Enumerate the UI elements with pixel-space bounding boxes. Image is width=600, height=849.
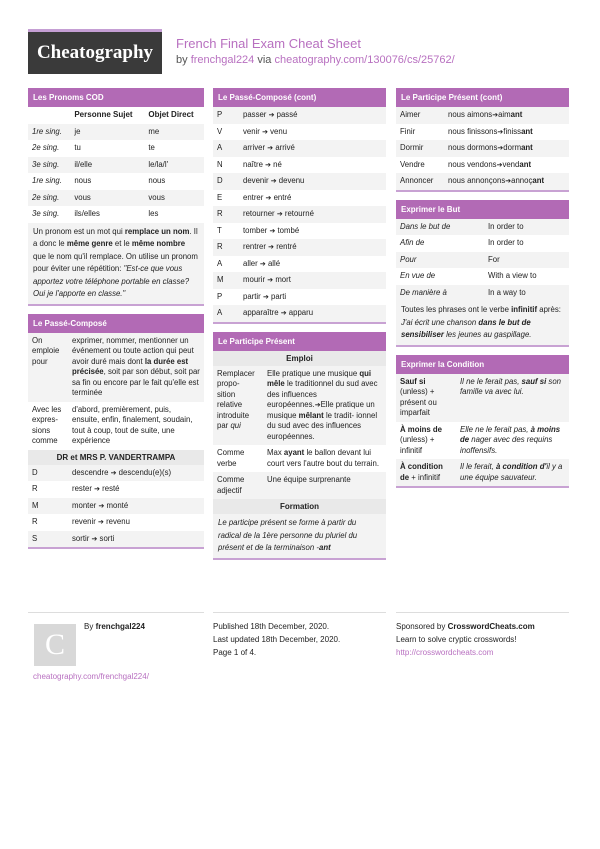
cell: Comme adjectif xyxy=(213,472,263,499)
cell: te xyxy=(148,143,155,153)
cell: P xyxy=(213,107,239,124)
arrow-right-icon: ➔ xyxy=(276,211,283,219)
arrow-right-icon: ➔ xyxy=(268,112,275,119)
cell: R xyxy=(213,239,239,256)
cell: À condition de + infinitif xyxy=(396,459,456,486)
arrow-right-icon: ➔ xyxy=(268,244,275,252)
col-header: Personne Sujet xyxy=(74,110,133,119)
table-row xyxy=(396,285,569,302)
column-1 xyxy=(28,88,204,557)
sponsor-link[interactable]: http://crosswordcheats.com xyxy=(396,647,494,657)
page-number: Page 1 of 4. xyxy=(213,647,257,657)
cell: retourner ➔ retourné xyxy=(239,206,386,223)
arrow-right-icon: ➔ xyxy=(314,402,321,410)
table-row xyxy=(396,422,569,460)
by-label: by xyxy=(176,54,188,66)
cell: In order to xyxy=(488,238,524,248)
cell: In a way to xyxy=(484,285,569,302)
by-label: By xyxy=(84,622,94,631)
arrow-right-icon: ➔ xyxy=(110,469,117,477)
arrow-right-icon: ➔ xyxy=(497,128,504,136)
table-row xyxy=(396,374,569,422)
cell: rentrer ➔ rentré xyxy=(239,239,386,256)
cell: Afin de xyxy=(400,238,425,248)
cell: T xyxy=(217,225,222,235)
cell: 2e sing. xyxy=(32,143,60,153)
divider xyxy=(28,304,204,306)
table-row: R revenir ➔ revenu xyxy=(32,517,130,527)
divider xyxy=(213,322,386,324)
cell: le/la/l' xyxy=(144,157,204,174)
cell: aller ➔ allé xyxy=(243,258,281,268)
cell: Il le ferait, à condition d'il y a une équipe sauvateur. xyxy=(456,459,569,486)
cell: entrer ➔ entré xyxy=(243,192,292,202)
arrow-right-icon: ➔ xyxy=(267,277,274,285)
table-row xyxy=(396,157,569,174)
table-row xyxy=(28,173,204,190)
table-row xyxy=(28,206,204,223)
table-row xyxy=(396,268,569,285)
cell: Une équipe surprenante xyxy=(263,472,386,499)
cell: R xyxy=(213,206,239,223)
cell: With a view to xyxy=(488,271,537,281)
column-3 xyxy=(396,88,569,496)
table-row xyxy=(213,140,386,157)
cell: On emploie pour xyxy=(28,333,68,402)
cell: vous xyxy=(144,190,204,207)
footer-author xyxy=(28,612,204,634)
emploi-table xyxy=(213,366,386,500)
table-row xyxy=(396,219,569,236)
participe-present-box xyxy=(213,332,386,560)
cell: Vendre xyxy=(400,159,425,169)
table-row: D descendre ➔ descendu(e)(s) xyxy=(28,465,204,482)
arrow-right-icon: ➔ xyxy=(496,161,503,169)
divider xyxy=(396,345,569,347)
box-title: Le Passé-Composé (cont) xyxy=(213,88,386,107)
cell: passer ➔ passé xyxy=(239,107,386,124)
table-row xyxy=(396,124,569,141)
table-row: S sortir ➔ sorti xyxy=(28,531,204,548)
cell: Dormir xyxy=(396,140,444,157)
table-row xyxy=(28,333,204,402)
cell: N xyxy=(217,159,223,169)
cell: partir ➔ parti xyxy=(243,291,287,301)
arrow-right-icon: ➔ xyxy=(259,260,266,268)
cell: 1re sing. xyxy=(32,176,62,186)
cell: En vue de xyxy=(400,271,436,281)
arrow-right-icon: ➔ xyxy=(262,293,269,301)
cell: vous xyxy=(70,190,144,207)
box-title: Exprimer la Condition xyxy=(396,355,569,374)
cell: 3e sing. xyxy=(28,157,70,174)
cheatography-logo[interactable]: Cheatography xyxy=(28,29,162,74)
cell: A xyxy=(213,305,239,322)
cell: Elle ne le ferait pas, à moins de nager avec des requins inoffensifs. xyxy=(460,424,561,455)
sheet-url-link[interactable]: cheatography.com/130076/cs/25762/ xyxy=(274,54,455,66)
cell: tu xyxy=(74,143,81,153)
cell: mourir ➔ mort xyxy=(239,272,386,289)
published-date: Published 18th December, 2020. xyxy=(213,622,330,631)
footer-dates xyxy=(213,612,386,659)
cell: De manière à xyxy=(396,285,484,302)
table-row xyxy=(213,445,386,472)
cell: V xyxy=(217,126,223,136)
cell: il/elle xyxy=(70,157,144,174)
cell: Finir xyxy=(400,126,416,136)
participe-table xyxy=(396,107,569,190)
arrow-right-icon: ➔ xyxy=(497,145,504,153)
byline xyxy=(176,54,455,66)
sponsor-name[interactable]: CrosswordCheats.com xyxy=(447,622,535,631)
table-row xyxy=(396,173,569,190)
cell: nous vendons➔vendant xyxy=(448,159,532,169)
via-label: via xyxy=(257,54,272,66)
cell: nous annonçons➔annoçant xyxy=(444,173,569,190)
table-row xyxy=(213,289,386,306)
cell: 2e sing. xyxy=(28,190,70,207)
table-row xyxy=(213,190,386,207)
divider xyxy=(396,486,569,488)
col-header: Objet Direct xyxy=(148,110,194,119)
table-row xyxy=(213,124,386,141)
but-table xyxy=(396,219,569,302)
table-row xyxy=(213,173,386,190)
cell: nous dormons➔dormant xyxy=(444,140,569,157)
section-heading: Formation xyxy=(213,499,386,514)
column-2 xyxy=(213,88,386,568)
cell: Remplacer propo- sition relative introduite par qui xyxy=(213,366,263,446)
cell: Comme verbe xyxy=(217,448,245,468)
cell: devenir ➔ devenu xyxy=(239,173,386,190)
table-row xyxy=(396,140,569,157)
box-title: Exprimer le But xyxy=(396,200,569,219)
cell: les xyxy=(148,209,159,219)
table-row xyxy=(396,107,569,124)
cell: À moins de (unless) + infinitif xyxy=(400,424,443,455)
page-title: French Final Exam Cheat Sheet xyxy=(176,36,361,51)
cell: naître ➔ né xyxy=(243,159,282,169)
table-row xyxy=(28,402,204,450)
table-row: M monter ➔ monté xyxy=(28,498,204,515)
formation-note: Le participe présent se forme à partir du radical de la 1ère personne du pluriel du présent et de la terminaison -ant xyxy=(213,514,386,557)
cell: d'abord, premièrement, puis, ensuite, enfin, finalement, soudain, tout à coup, tout de suite, une expérience xyxy=(72,404,193,446)
table-row xyxy=(28,140,204,157)
cell: E xyxy=(217,192,223,202)
box-title: Les Pronoms COD xyxy=(28,88,204,107)
table-row xyxy=(396,235,569,252)
cell: arriver ➔ arrivé xyxy=(239,140,386,157)
author-name[interactable]: frenchgal224 xyxy=(95,622,145,631)
cell: Max ayant le ballon devant lui court vers l'autre bout du terrain. xyxy=(267,448,380,468)
cell: me xyxy=(144,124,204,141)
pronoms-box xyxy=(28,88,204,306)
cell: je xyxy=(70,124,144,141)
divider xyxy=(396,190,569,192)
footer-sponsor: Sponsored by CrosswordCheats.com Learn to solve cryptic crosswords! http://crosswordcheats.com xyxy=(396,612,569,659)
cell: P xyxy=(217,291,223,301)
cell: Sauf si (unless) + présent ou imparfait xyxy=(396,374,456,422)
condition-table xyxy=(396,374,569,487)
cell: M xyxy=(213,272,239,289)
section-heading: DR et MRS P. VANDERTRAMPA xyxy=(28,450,204,465)
cell: nous finissons➔finissant xyxy=(448,126,533,136)
table-row xyxy=(396,252,569,269)
cell: 1re sing. xyxy=(28,124,70,141)
cell: Dans le but de xyxy=(396,219,484,236)
arrow-right-icon: ➔ xyxy=(91,535,98,543)
author-url-link[interactable]: cheatography.com/frenchgal224/ xyxy=(33,672,149,681)
cell: A xyxy=(217,258,223,268)
table-row xyxy=(213,472,386,499)
table-row xyxy=(213,239,386,256)
cell: tomber ➔ tombé xyxy=(243,225,300,235)
table-row xyxy=(213,107,386,124)
cell: nous aimons➔aimant xyxy=(444,107,569,124)
arrow-right-icon: ➔ xyxy=(98,502,105,510)
cell: Avec les expres- sions comme xyxy=(32,404,62,446)
pronoms-table xyxy=(28,107,204,223)
divider xyxy=(213,558,386,560)
arrow-right-icon: ➔ xyxy=(492,112,499,119)
arrow-right-icon: ➔ xyxy=(98,519,104,527)
sponsor-text: Learn to solve cryptic crosswords! xyxy=(396,634,517,644)
updated-date: Last updated 18th December, 2020. xyxy=(213,634,341,644)
table-row xyxy=(28,157,204,174)
cell: Il ne le ferait pas, sauf si son famille va avec lui. xyxy=(456,374,569,422)
cell: Elle pratique une musique qui mêle le traditionnel du sud avec des influences européennes.➔Elle pratique un musique mêlant le tradit- ionnel du sud avec des influences européennes. xyxy=(263,366,386,446)
table-row xyxy=(28,190,204,207)
table-row xyxy=(213,157,386,174)
verbs-table xyxy=(213,107,386,322)
divider xyxy=(28,547,204,549)
box-title: Le Participe Présent xyxy=(213,332,386,351)
box-title: Le Passé-Composé xyxy=(28,314,204,333)
arrow-right-icon: ➔ xyxy=(267,145,274,153)
condition-box xyxy=(396,355,569,489)
table-row xyxy=(213,272,386,289)
cell: Annoncer xyxy=(396,173,444,190)
table-row xyxy=(213,366,386,446)
table-row xyxy=(396,459,569,486)
cell: ils/elles xyxy=(74,209,100,219)
cell: In order to xyxy=(484,219,569,236)
cell: A xyxy=(213,140,239,157)
author-avatar[interactable]: C xyxy=(34,624,76,666)
table-row xyxy=(28,124,204,141)
table-row xyxy=(213,256,386,273)
cell: nous xyxy=(74,176,92,186)
cell: nous xyxy=(148,176,166,186)
table-row xyxy=(213,206,386,223)
passe-compose-box xyxy=(28,314,204,550)
cell: Pour xyxy=(396,252,484,269)
arrow-right-icon: ➔ xyxy=(265,161,271,169)
table-row xyxy=(213,305,386,322)
arrow-right-icon: ➔ xyxy=(94,486,100,494)
cell: Aimer xyxy=(396,107,444,124)
participe-present-cont-box xyxy=(396,88,569,192)
author-link[interactable]: frenchgal224 xyxy=(190,54,255,66)
verbs-table xyxy=(28,465,204,548)
cell: For xyxy=(484,252,569,269)
pronoms-note: Un pronom est un mot qui remplace un nom. Il a donc le même genre et le même nombre que le nom qu'il remplace. On utilise un pronom pour éviter une répétition: "Est-ce que vous apportez votre téléphone portable en classe? Oui je l'apporte en classe." xyxy=(28,223,204,304)
arrow-right-icon: ➔ xyxy=(505,178,512,186)
cell: exprimer, nommer, mentionner un événement ou toute action qui peut avoir duré mais dont la durée est précisée, soit par son début, soit par sa fin ou encore par le fait qu'elle est terminée xyxy=(68,333,204,402)
cell: D xyxy=(213,173,239,190)
section-heading: Emploi xyxy=(213,351,386,366)
cell: 3e sing. xyxy=(32,209,60,219)
arrow-right-icon: ➔ xyxy=(280,310,287,318)
box-title: Le Participe Présent (cont) xyxy=(396,88,569,107)
arrow-right-icon: ➔ xyxy=(269,227,276,235)
passe-compose-cont-box xyxy=(213,88,386,324)
usage-table xyxy=(28,333,204,450)
arrow-right-icon: ➔ xyxy=(265,194,272,202)
table-row xyxy=(213,223,386,240)
arrow-right-icon: ➔ xyxy=(262,128,268,136)
cell: apparaître ➔ apparu xyxy=(239,305,386,322)
but-note: Toutes les phrases ont le verbe infinitif après: J'ai écrit une chanson dans le but de sensibiliser les jeunes au gaspillage. xyxy=(396,301,569,344)
cell: venir ➔ venu xyxy=(243,126,288,136)
table-row: R rester ➔ resté xyxy=(32,484,120,494)
but-box xyxy=(396,200,569,347)
arrow-right-icon: ➔ xyxy=(270,178,277,186)
